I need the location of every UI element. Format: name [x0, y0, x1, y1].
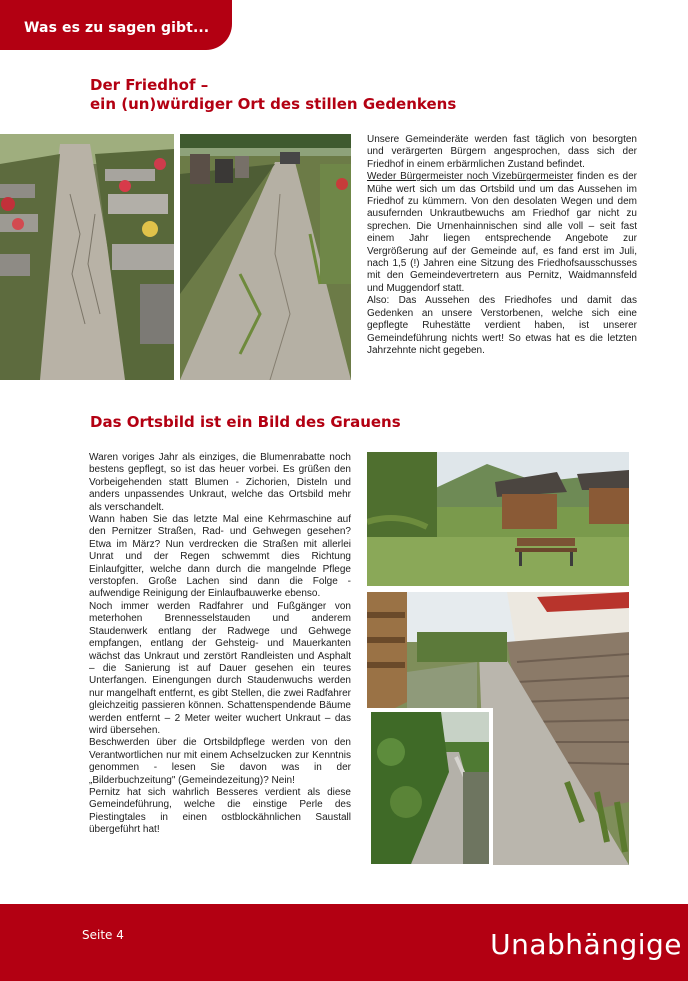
- page-footer: [0, 904, 688, 981]
- article2-paragraph-1: Waren voriges Jahr als einziges, die Blumenrabatte noch bestens gepflegt, so ist das heuer vorbei. Es grüßen den Vorbeigehenden statt Blumen - Zichorien, Disteln und anders unpassendes Unkraut, welche das Ortsbild mehr als verschandelt.: [89, 452, 351, 513]
- page-number: Seite 4: [82, 928, 124, 942]
- article1-paragraph-1: Unsere Gemeinderäte werden fast täglich von besorgten und verärgerten Bürgern angesprochen, dass sich der Friedhof in einem erbärmlichen Zustand befindet.: [367, 134, 637, 170]
- park-bench-photo: [367, 452, 629, 586]
- article2-paragraph-5: Pernitz hat sich wahrlich Besseres verdient als diese Gemeindeführung, welche die einstige Perle des Piestingtales in einen ostblockähnlichen Saustall übergeführt hat!: [89, 786, 351, 836]
- article1-title-line2: ein (un)würdiger Ort des stillen Gedenkens: [90, 95, 457, 113]
- article1-underlined-text: Weder Bürgermeister noch Vizebürgermeister: [367, 171, 574, 183]
- article1-paragraph-2: [367, 171, 637, 295]
- article1-paragraph-3: Also: Das Aussehen des Friedhofes und damit das Gedenken an unsere Verstorbenen, welche sich eine gepflegte Ruhestätte verdient haben, ist unserer Gemeindeführung nichts wert! So etwas hat es die letzten Jahrzehnte nicht gegeben.: [367, 295, 637, 356]
- article2-body: [89, 452, 351, 837]
- brand-name: Unabhängige: [490, 928, 682, 961]
- cemetery-photo-right: [180, 134, 351, 380]
- article1-body: [367, 134, 637, 357]
- article2-paragraph-3: Noch immer werden Radfahrer und Fußgänger von meterhohen Brennesselstauden und anderem Staudenwerk entlang der Radwege und Gehwege empfangen, entlang der Gehsteig- und Mauerkanten wächst das Unkraut und zerstört Randleisten und Asphalt – die Sanierung ist auf Dauer gesehen ein teures Unterfangen. Einengungen durch Staudenwuchs werden nur mangelhaft entfernt, es gibt Stellen, die zwei Radfahrer gleichzeitig passieren können. Schattenspendende Bäume werden entfernt – 2 Meter weiter wuchert Unkraut – das wird übersehen.: [89, 600, 351, 736]
- section-tab-label: Was es zu sagen gibt...: [24, 20, 210, 36]
- cemetery-photo-left: [0, 134, 174, 380]
- article2-paragraph-2: Wann haben Sie das letzte Mal eine Kehrmaschine auf den Pernitzer Straßen, Rad- und Gehwegen gesehen? Etwa im März? Nun verdrecken die Straßen mit allerlei Unrat und der Regen schwemmt dies Richtung Einlaufgitter, welche dann durch die mangelnde Pflege verstopfen. Große Lachen sind dann die Folge - aufwendige Reinigung der Einlaufbauwerke ebenso.: [89, 514, 351, 600]
- article2-paragraph-4: Beschwerden über die Ortsbildpflege werden von den Verantwortlichen nur mit einem Achselzucken zur Kenntnis genommen - lesen Sie davon was in der „Bilderbuchzeitung" (Gemeindezeitung)? Nein!: [89, 737, 351, 786]
- article1-title-line1: Der Friedhof –: [90, 76, 209, 94]
- article2-title: Das Ortsbild ist ein Bild des Grauens: [90, 413, 401, 431]
- section-tab: [0, 0, 232, 50]
- article1-title: [90, 76, 510, 114]
- article1-paragraph-2-rest: finden es der Mühe wert sich um das Ortsbild und um das Aussehen im Friedhof zu kümmern. Von den desolaten Wegen und dem ausufernden Unkrautbewuchs am Friedhof gar nicht zu sprechen. Die Urnenhainnischen sind alle voll – seit fast einem Jahr liegen entsprechende Angebote zur Vergrößerung auf der Gemeinde auf, es fand erst im Juli, nach 1,5 (!) Jahren eine Sitzung des Friedhofsausschusses mit den Gemeindevertretern aus Pernitz, Waidmannsfeld und Muggendorf statt.: [367, 171, 637, 294]
- overgrown-path-photo: [367, 708, 493, 868]
